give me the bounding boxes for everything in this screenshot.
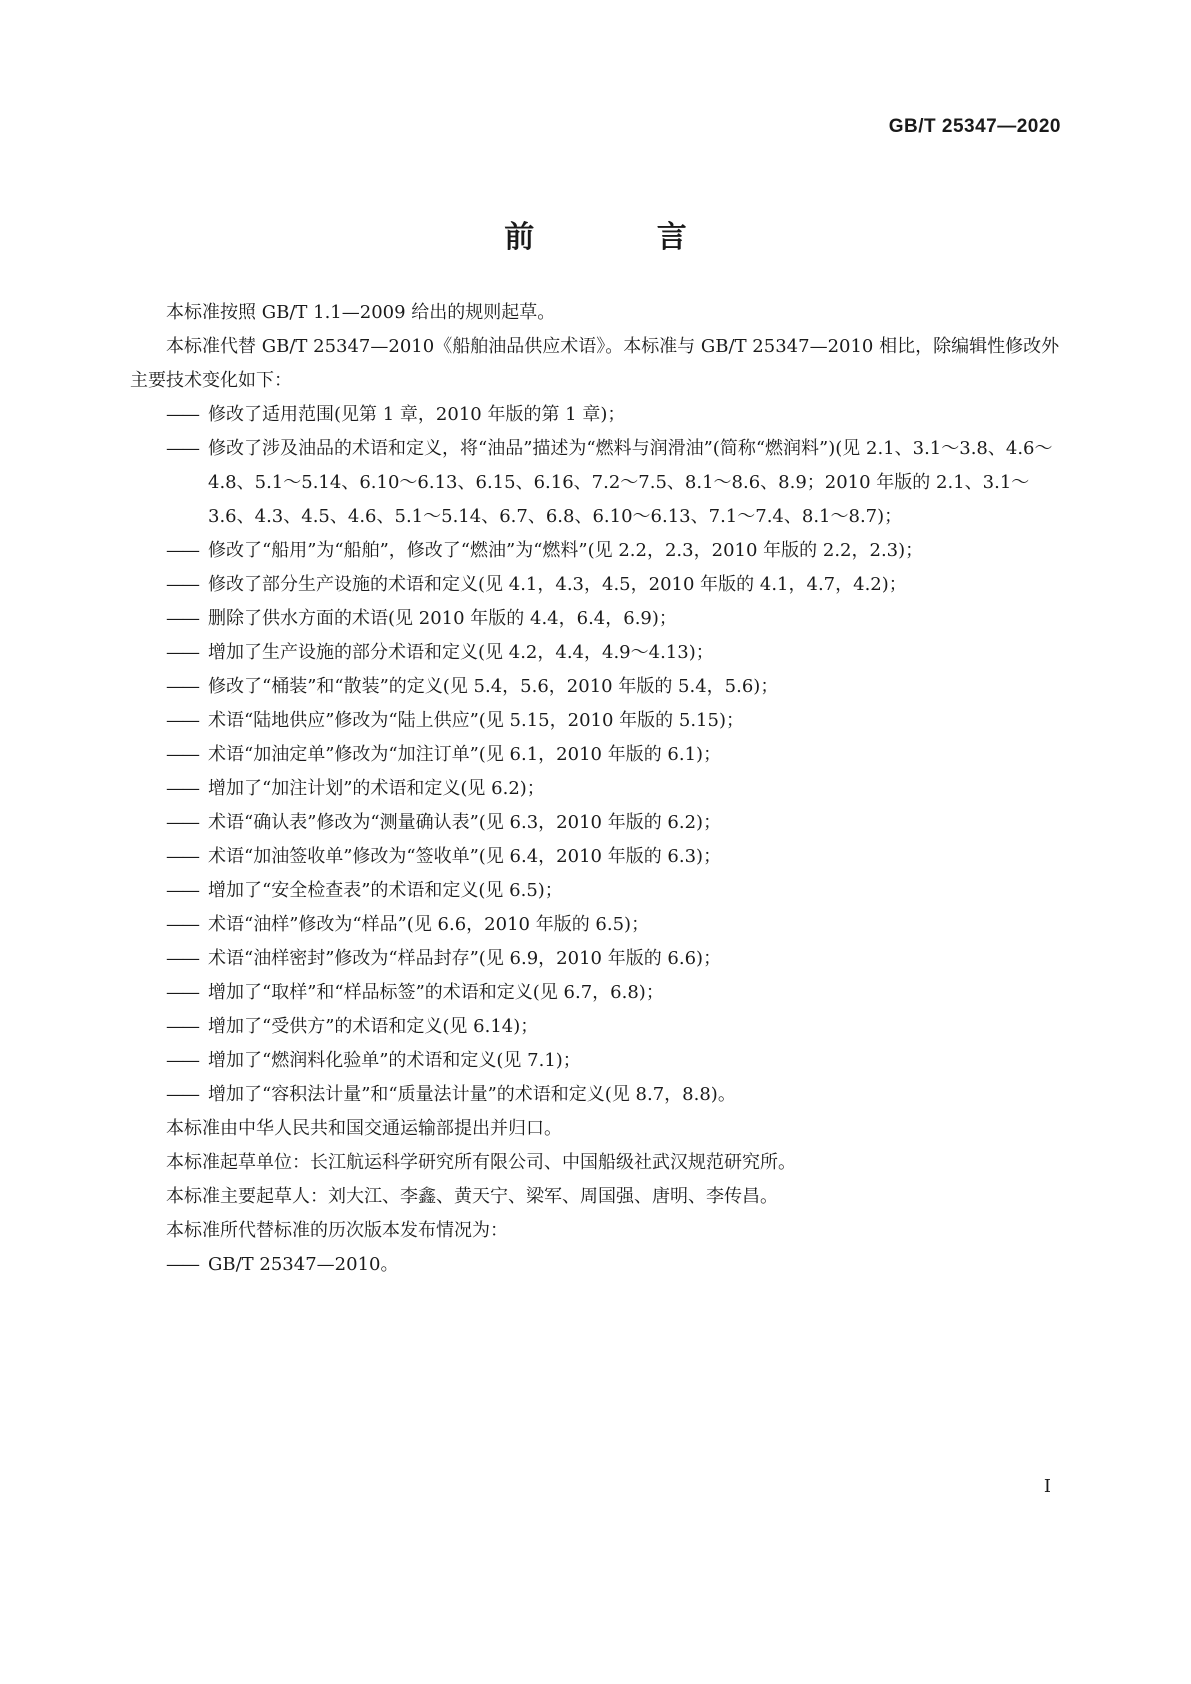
dash-marker: —— <box>166 710 198 731</box>
paragraph-history-intro: 本标准所代替标准的历次版本发布情况为： <box>166 1220 508 1241</box>
change-text: 增加了生产设施的部分术语和定义(见 4.2，4.4，4.9～4.13)； <box>208 642 714 663</box>
paragraph-drafters: 本标准主要起草人：刘大江、李鑫、黄天宁、梁军、周国强、唐明、李传昌。 <box>166 1186 778 1207</box>
change-item <box>130 398 1061 432</box>
dash-marker: —— <box>166 438 198 459</box>
dash-marker: —— <box>166 574 198 595</box>
change-text: 术语“确认表”修改为“测量确认表”(见 6.3，2010 年版的 6.2)； <box>208 812 722 833</box>
dash-marker: —— <box>166 404 198 425</box>
change-text: 增加了“燃润料化验单”的术语和定义(见 7.1)； <box>208 1050 581 1071</box>
change-item <box>130 568 1061 602</box>
dash-marker: —— <box>166 1084 198 1105</box>
change-item <box>130 976 1061 1010</box>
change-text: 术语“陆地供应”修改为“陆上供应”(见 5.15，2010 年版的 5.15)； <box>208 710 744 731</box>
history-item <box>130 1248 1061 1282</box>
dash-marker: —— <box>166 642 198 663</box>
change-text: 修改了涉及油品的术语和定义，将“油品”描述为“燃料与润滑油”(简称“燃润料”)(见 2.1、3.1～3.8、4.6～4.8、5.1～5.14、6.10～6.13、6.15、6.16、7.2～7.5、8.1～8.6、8.9；2010 年版的 2.1、3.1～3.6、4.3、4.5、4.6、5.1～5.14、6.7、6.8、6.10～6.13、7.1～7.4、8.1～8.7)； <box>208 438 1053 527</box>
dash-marker: —— <box>166 812 198 833</box>
change-text: 增加了“安全检查表”的术语和定义(见 6.5)； <box>208 880 563 901</box>
change-text: 术语“加油签收单”修改为“签收单”(见 6.4，2010 年版的 6.3)； <box>208 846 722 867</box>
change-item <box>130 1044 1061 1078</box>
change-item <box>130 704 1061 738</box>
change-item <box>130 432 1061 534</box>
paragraph-replacement: 本标准代替 GB/T 25347—2010《船舶油品供应术语》。本标准与 GB/T 25347—2010 相比，除编辑性修改外主要技术变化如下： <box>130 336 1060 391</box>
standard-code: GB/T 25347—2020 <box>888 116 1061 137</box>
change-item <box>130 772 1061 806</box>
change-item <box>130 908 1061 942</box>
change-item <box>130 806 1061 840</box>
paragraph-proposer: 本标准由中华人民共和国交通运输部提出并归口。 <box>166 1118 562 1139</box>
change-text: 修改了部分生产设施的术语和定义(见 4.1，4.3，4.5，2010 年版的 4.1，4.7，4.2)； <box>208 574 907 595</box>
foreword-body <box>130 296 1061 1282</box>
history-text: GB/T 25347—2010。 <box>208 1254 399 1275</box>
change-item <box>130 602 1061 636</box>
change-text: 术语“油样”修改为“样品”(见 6.6，2010 年版的 6.5)； <box>208 914 650 935</box>
dash-marker: —— <box>166 846 198 867</box>
dash-marker: —— <box>166 608 198 629</box>
change-item <box>130 874 1061 908</box>
change-text: 术语“加油定单”修改为“加注订单”(见 6.1，2010 年版的 6.1)； <box>208 744 722 765</box>
change-item <box>130 636 1061 670</box>
change-item <box>130 534 1061 568</box>
change-text: 修改了“船用”为“船舶”，修改了“燃油”为“燃料”(见 2.2，2.3，2010 年版的 2.2，2.3)； <box>208 540 924 561</box>
paragraph-drafting-rules: 本标准按照 GB/T 1.1—2009 给出的规则起草。 <box>166 302 556 323</box>
change-item <box>130 738 1061 772</box>
change-item <box>130 942 1061 976</box>
page-title: 前 言 <box>504 220 743 255</box>
dash-marker: —— <box>166 982 198 1003</box>
dash-marker: —— <box>166 540 198 561</box>
change-item <box>130 1010 1061 1044</box>
dash-marker: —— <box>166 1016 198 1037</box>
dash-marker: —— <box>166 880 198 901</box>
change-item <box>130 670 1061 704</box>
change-text: 术语“油样密封”修改为“样品封存”(见 6.9，2010 年版的 6.6)； <box>208 948 722 969</box>
change-text: 增加了“容积法计量”和“质量法计量”的术语和定义(见 8.7，8.8)。 <box>208 1084 736 1105</box>
change-item <box>130 1078 1061 1112</box>
dash-marker: —— <box>166 914 198 935</box>
change-text: 删除了供水方面的术语(见 2010 年版的 4.4，6.4，6.9)； <box>208 608 677 629</box>
change-text: 修改了“桶装”和“散装”的定义(见 5.4，5.6，2010 年版的 5.4，5.6)； <box>208 676 779 697</box>
dash-marker: —— <box>166 744 198 765</box>
change-item <box>130 840 1061 874</box>
dash-marker: —— <box>166 676 198 697</box>
dash-marker: —— <box>166 778 198 799</box>
page-number: I <box>1043 1476 1051 1497</box>
dash-marker: —— <box>166 948 198 969</box>
change-text: 增加了“受供方”的术语和定义(见 6.14)； <box>208 1016 539 1037</box>
paragraph-drafting-units: 本标准起草单位：长江航运科学研究所有限公司、中国船级社武汉规范研究所。 <box>166 1152 796 1173</box>
dash-marker: —— <box>166 1050 198 1071</box>
change-text: 增加了“加注计划”的术语和定义(见 6.2)； <box>208 778 545 799</box>
dash-marker: —— <box>166 1254 198 1275</box>
change-text: 增加了“取样”和“样品标签”的术语和定义(见 6.7，6.8)； <box>208 982 664 1003</box>
change-text: 修改了适用范围(见第 1 章，2010 年版的第 1 章)； <box>208 404 626 425</box>
